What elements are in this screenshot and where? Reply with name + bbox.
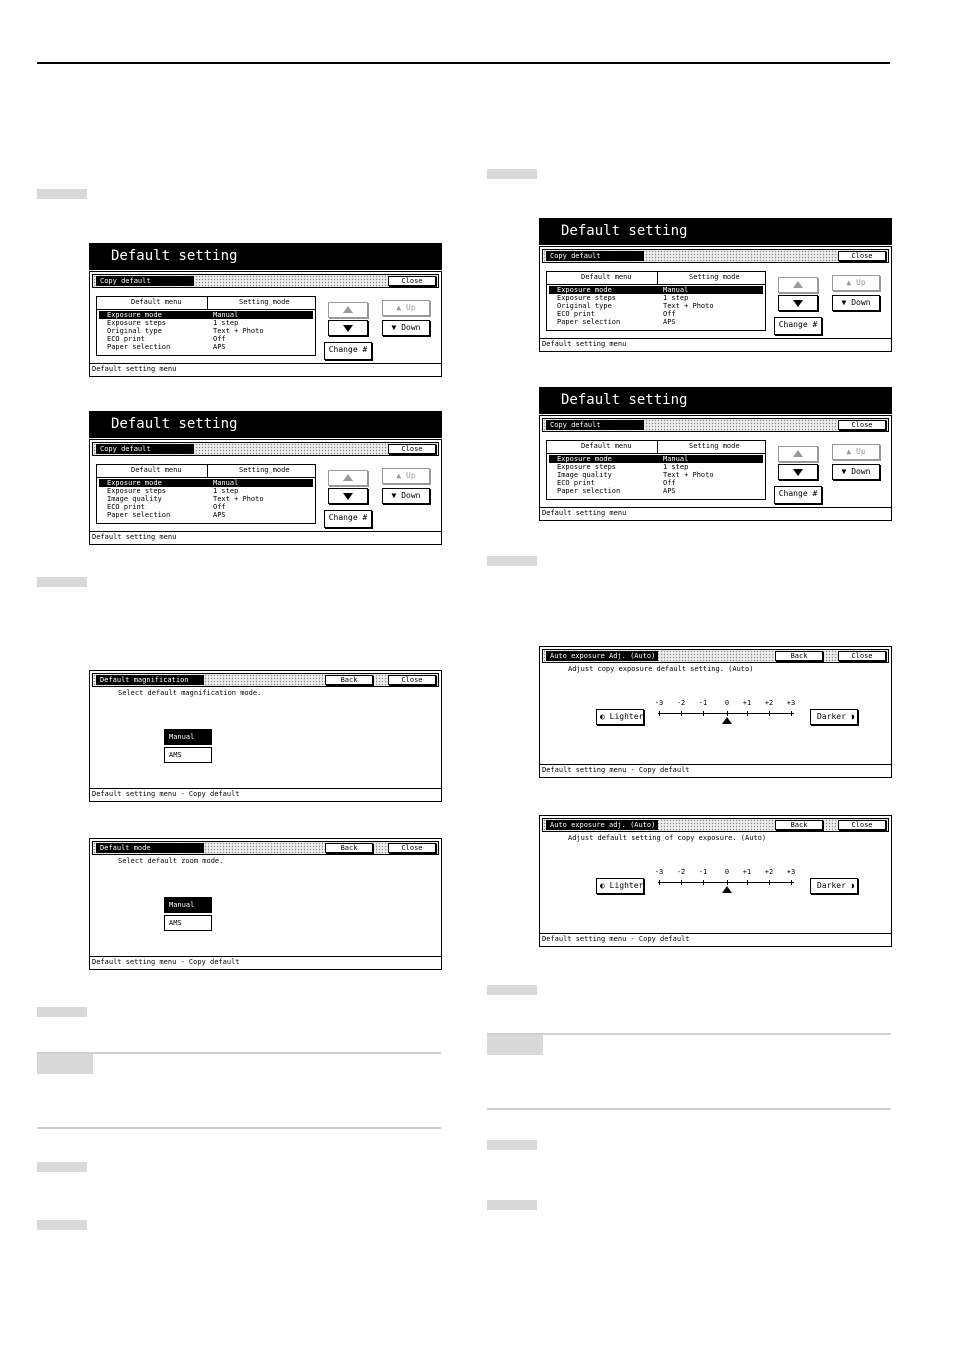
col-divider [657, 272, 658, 284]
list-item[interactable]: Paper selection APS [107, 343, 226, 351]
change-button[interactable]: Change # [774, 317, 822, 335]
note-rule-top [487, 1033, 891, 1035]
tick-label: +2 [764, 699, 774, 707]
exposure-tab: Auto exposure adj. (Auto) [546, 820, 658, 830]
lighter-button[interactable]: ◐ Lighter [596, 709, 644, 725]
exposure-indicator-icon [722, 886, 732, 893]
col-default-menu: Default menu [131, 298, 182, 306]
scroll-down-button[interactable] [778, 295, 818, 311]
header-strip [92, 442, 439, 456]
triangle-up-icon [343, 474, 353, 481]
prompt-text: Select default zoom mode. [118, 857, 224, 865]
down-icon: ▼ [841, 298, 852, 307]
change-button[interactable]: Change # [774, 486, 822, 504]
col-setting-mode: Setting mode [239, 466, 290, 474]
copy-default-tab: Copy default [546, 251, 644, 261]
header-strip [542, 418, 889, 432]
step-marker [37, 1007, 87, 1017]
down-icon: ▼ [391, 323, 402, 332]
list-item[interactable]: ECO print Off [557, 479, 676, 487]
scale-tick [791, 711, 792, 716]
magnification-tab: Default magnification [96, 675, 204, 685]
footer-status: Default setting menu [90, 531, 441, 544]
zoom-tab: Default mode [96, 843, 204, 853]
step-marker [37, 1162, 87, 1172]
scale-tick [747, 711, 748, 716]
copy-default-panel [89, 271, 442, 377]
scale-tick [659, 880, 660, 885]
header-strip [92, 673, 439, 687]
copy-default-tab: Copy default [546, 420, 644, 430]
list-item[interactable]: Paper selection APS [557, 318, 676, 326]
close-button[interactable]: Close [388, 444, 436, 454]
list-item[interactable]: ECO print Off [107, 335, 226, 343]
exposure-scale [658, 882, 794, 883]
col-default-menu: Default menu [581, 273, 632, 281]
default-menu-list [96, 464, 316, 524]
col-divider [657, 441, 658, 453]
list-header [97, 297, 315, 310]
tick-label: -3 [654, 699, 664, 707]
col-default-menu: Default menu [131, 466, 182, 474]
triangle-down-icon [343, 325, 353, 332]
screen-title: Default setting [539, 218, 892, 245]
header-strip [92, 274, 439, 288]
list-item[interactable]: Exposure mode Manual [99, 311, 313, 319]
triangle-up-icon [793, 450, 803, 457]
note-rule-bottom [37, 1127, 441, 1129]
scroll-up-button[interactable] [328, 302, 368, 318]
scale-tick [791, 880, 792, 885]
exposure-indicator-icon [722, 717, 732, 724]
tick-label: +3 [786, 868, 796, 876]
scroll-down-button[interactable] [328, 320, 368, 336]
step-marker [487, 169, 537, 179]
list-item[interactable]: Paper selection APS [107, 511, 226, 519]
list-item[interactable]: Exposure steps 1 step [107, 487, 239, 495]
change-button[interactable]: Change # [324, 510, 372, 528]
manual-option[interactable]: Manual [164, 729, 212, 745]
tick-label: -2 [676, 868, 686, 876]
down-button[interactable]: ▼ Down [832, 295, 880, 311]
header-strip [92, 841, 439, 855]
default-setting-screen [539, 387, 892, 521]
screen-title: Default setting [89, 411, 442, 438]
triangle-down-icon [793, 300, 803, 307]
scroll-down-button[interactable] [328, 488, 368, 504]
header-strip [542, 649, 889, 663]
list-item[interactable]: Exposure steps 1 step [557, 463, 689, 471]
list-item[interactable]: Original type Text + Photo [107, 327, 264, 335]
triangle-down-icon [793, 469, 803, 476]
up-button[interactable]: ▲ Up [382, 300, 430, 316]
footer-status: Default setting menu [540, 338, 891, 351]
note-rule-bottom [487, 1108, 891, 1110]
down-button[interactable]: ▼ Down [382, 320, 430, 336]
footer-status: Default setting menu - Copy default [90, 788, 441, 801]
up-button[interactable]: ▲ Up [832, 275, 880, 291]
half-moon-light-icon: ◐ [600, 881, 610, 890]
scale-tick [769, 711, 770, 716]
footer-status: Default setting menu [90, 363, 441, 376]
scale-tick [769, 880, 770, 885]
default-setting-screen [539, 218, 892, 352]
up-icon: ▲ [396, 303, 406, 312]
scroll-down-button[interactable] [778, 464, 818, 480]
down-icon: ▼ [841, 467, 852, 476]
step-marker [487, 1140, 537, 1150]
step-marker [487, 985, 537, 995]
close-button[interactable]: Close [838, 651, 886, 661]
magnification-panel [89, 670, 442, 802]
footer-status: Default setting menu [540, 507, 891, 520]
triangle-up-icon [793, 281, 803, 288]
col-default-menu: Default menu [581, 442, 632, 450]
half-moon-dark-icon: ◗ [845, 881, 856, 890]
tick-label: 0 [724, 868, 730, 876]
up-icon: ▲ [396, 471, 406, 480]
col-setting-mode: Setting mode [689, 442, 740, 450]
exposure-tab: Auto exposure Adj. (Auto) [546, 651, 658, 661]
darker-button[interactable]: Darker ◗ [810, 709, 858, 725]
back-button[interactable]: Back [325, 843, 373, 853]
col-setting-mode: Setting mode [689, 273, 740, 281]
down-button[interactable]: ▼ Down [832, 464, 880, 480]
tick-label: -1 [698, 699, 708, 707]
step-marker [37, 577, 87, 587]
close-button[interactable]: Close [838, 820, 886, 830]
scroll-up-button[interactable] [778, 277, 818, 293]
list-item[interactable]: Exposure mode Manual [549, 286, 763, 294]
auto-exposure-screen [539, 646, 892, 778]
scale-tick [703, 711, 704, 716]
magnification-screen [89, 670, 442, 802]
zoom-mode-screen [89, 838, 442, 970]
exposure-panel [539, 646, 892, 778]
close-button[interactable]: Close [388, 843, 436, 853]
footer-status: Default setting menu - Copy default [90, 956, 441, 969]
tick-label: 0 [724, 699, 730, 707]
up-button[interactable]: ▲ Up [832, 444, 880, 460]
col-divider [207, 297, 208, 309]
tick-label: -3 [654, 868, 664, 876]
default-setting-screen [89, 411, 442, 545]
ams-option[interactable]: AMS [164, 747, 212, 763]
default-menu-list [96, 296, 316, 356]
prompt-text: Select default magnification mode. [118, 689, 262, 697]
copy-default-panel [539, 246, 892, 352]
zoom-panel [89, 838, 442, 970]
tick-label: -2 [676, 699, 686, 707]
tick-label: +3 [786, 699, 796, 707]
down-icon: ▼ [391, 491, 402, 500]
note-box [37, 1054, 93, 1074]
auto-exposure-screen [539, 815, 892, 947]
close-button[interactable]: Close [388, 276, 436, 286]
list-item[interactable]: Exposure mode Manual [99, 479, 313, 487]
prompt-text: Adjust copy exposure default setting. (Auto) [568, 665, 754, 673]
list-header [547, 441, 765, 454]
tick-label: +2 [764, 868, 774, 876]
scale-tick [727, 711, 728, 716]
step-marker [487, 1200, 537, 1210]
list-item[interactable]: Image quality Text + Photo [557, 471, 714, 479]
copy-default-panel [539, 415, 892, 521]
scale-tick [703, 880, 704, 885]
note-rule-top [37, 1052, 441, 1054]
ams-option[interactable]: AMS [164, 915, 212, 931]
triangle-up-icon [343, 306, 353, 313]
scale-tick [659, 711, 660, 716]
copy-default-tab: Copy default [96, 444, 194, 454]
list-header [97, 465, 315, 478]
scale-tick [681, 711, 682, 716]
scroll-up-button[interactable] [778, 446, 818, 462]
step-marker [37, 1220, 87, 1230]
list-item[interactable]: Exposure steps 1 step [107, 319, 239, 327]
screen-title: Default setting [89, 243, 442, 270]
list-item[interactable]: ECO print Off [107, 503, 226, 511]
up-button[interactable]: ▲ Up [382, 468, 430, 484]
list-item[interactable]: Exposure steps 1 step [557, 294, 689, 302]
manual-option[interactable]: Manual [164, 897, 212, 913]
step-marker [37, 189, 87, 199]
list-header [547, 272, 765, 285]
close-button[interactable]: Close [838, 251, 886, 261]
list-item[interactable]: ECO print Off [557, 310, 676, 318]
header-strip [542, 249, 889, 263]
up-icon: ▲ [846, 278, 856, 287]
list-item[interactable]: Original type Text + Photo [557, 302, 714, 310]
copy-default-tab: Copy default [96, 276, 194, 286]
col-setting-mode: Setting mode [239, 298, 290, 306]
default-menu-list [546, 271, 766, 331]
footer-status: Default setting menu - Copy default [540, 933, 891, 946]
scale-tick [681, 880, 682, 885]
back-button[interactable]: Back [775, 651, 823, 661]
scroll-up-button[interactable] [328, 470, 368, 486]
tick-label: +1 [742, 868, 752, 876]
list-item[interactable]: Exposure mode Manual [549, 455, 763, 463]
tick-label: +1 [742, 699, 752, 707]
step-marker [487, 556, 537, 566]
exposure-panel [539, 815, 892, 947]
back-button[interactable]: Back [325, 675, 373, 685]
exposure-scale [658, 713, 794, 714]
half-moon-dark-icon: ◗ [845, 712, 856, 721]
header-strip [542, 818, 889, 832]
list-item[interactable]: Image quality Text + Photo [107, 495, 264, 503]
close-button[interactable]: Close [388, 675, 436, 685]
prompt-text: Adjust default setting of copy exposure. (Auto) [568, 834, 767, 842]
scale-tick [747, 880, 748, 885]
back-button[interactable]: Back [775, 820, 823, 830]
up-icon: ▲ [846, 447, 856, 456]
darker-button[interactable]: Darker ◗ [810, 878, 858, 894]
triangle-down-icon [343, 493, 353, 500]
lighter-button[interactable]: ◐ Lighter [596, 878, 644, 894]
default-menu-list [546, 440, 766, 500]
change-button[interactable]: Change # [324, 342, 372, 360]
col-divider [207, 465, 208, 477]
top-rule [37, 62, 890, 64]
down-button[interactable]: ▼ Down [382, 488, 430, 504]
screen-title: Default setting [539, 387, 892, 414]
half-moon-light-icon: ◐ [600, 712, 610, 721]
tick-label: -1 [698, 868, 708, 876]
list-item[interactable]: Paper selection APS [557, 487, 676, 495]
default-setting-screen [89, 243, 442, 377]
note-box [487, 1035, 543, 1055]
footer-status: Default setting menu - Copy default [540, 764, 891, 777]
copy-default-panel [89, 439, 442, 545]
scale-tick [727, 880, 728, 885]
close-button[interactable]: Close [838, 420, 886, 430]
